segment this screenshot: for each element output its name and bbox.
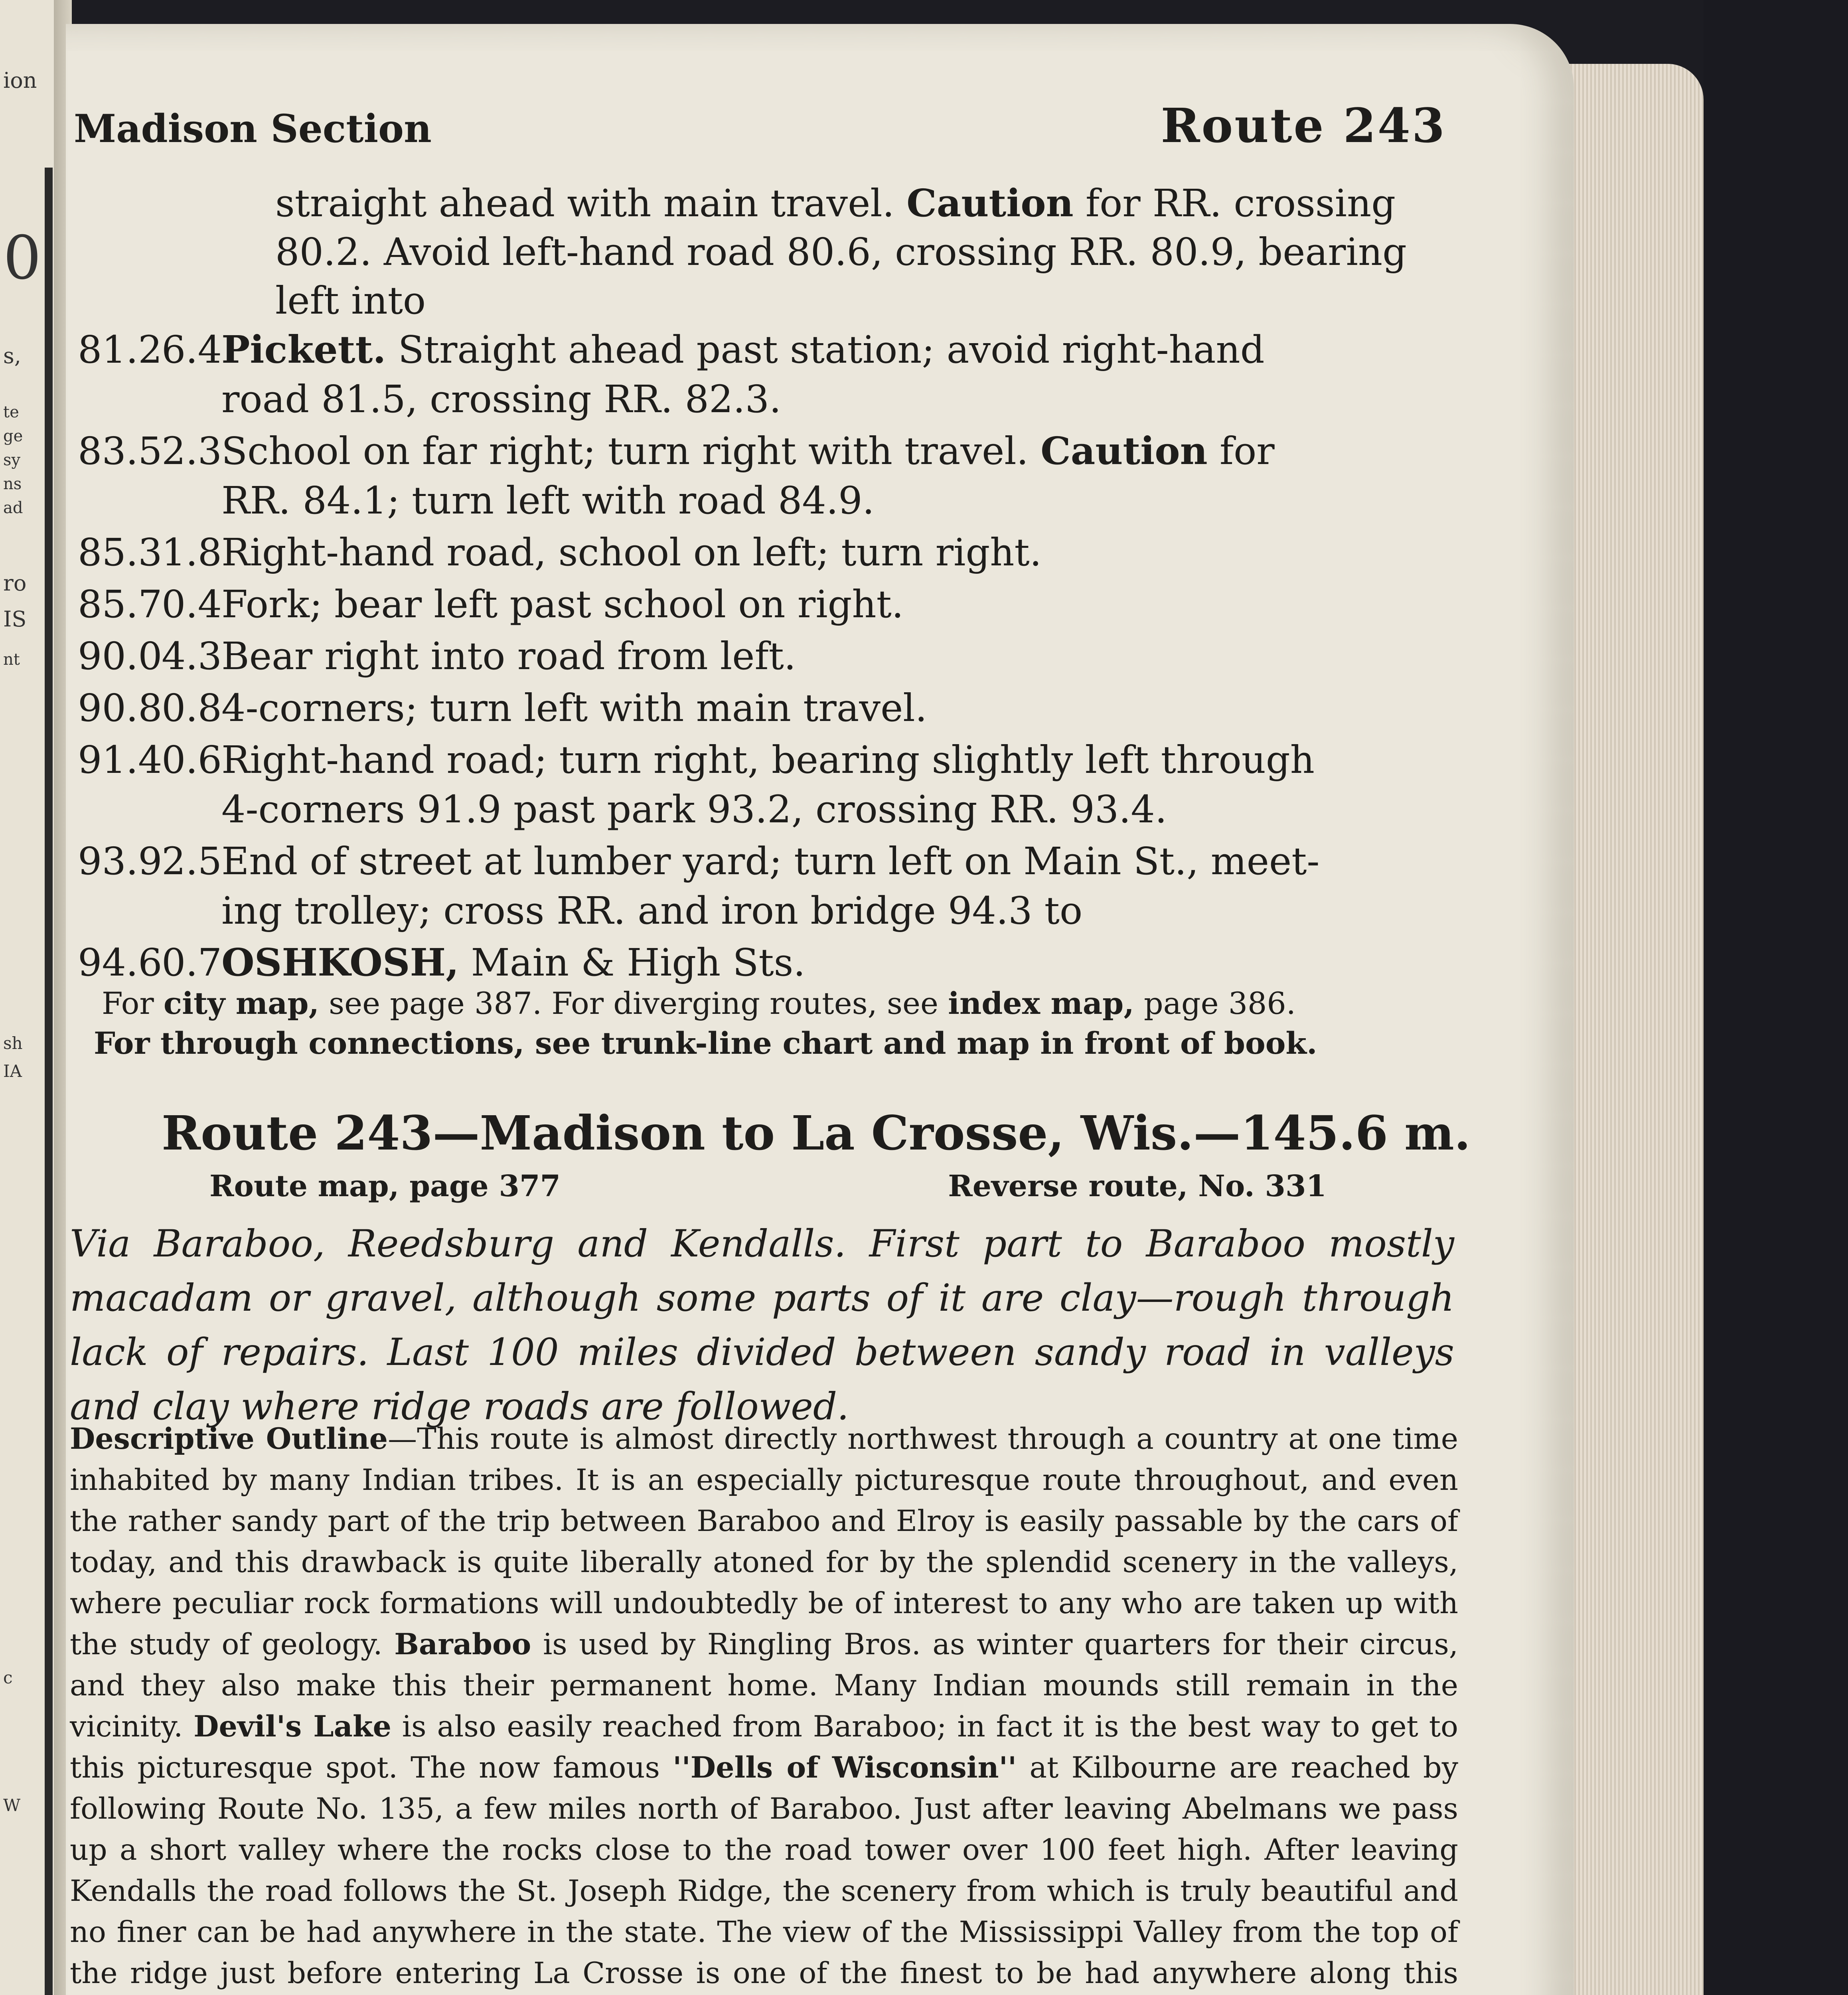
caution-label: Caution bbox=[1040, 429, 1208, 473]
continuation-line: left into bbox=[275, 279, 426, 323]
fragment: IS bbox=[3, 606, 27, 632]
descriptive-outline: Descriptive Outline—This route is almost directly northwest through a country at one time inhabited by many Indian tribes. It is an especially picturesque route throughout, and even the rather sandy part of the trip between Baraboo and Elroy is easily passable by the cars of today, and this drawback is quite liberally atoned for by the splendid scenery in the valleys, where peculiar rock formations will undoubtedly be of interest to any who are taken up with the study of geology. Baraboo is used by Ringling Bros. as winter quarters for their circus, and they also make this their permanent home. Many Indian mounds still remain in the vicinity. Devil's Lake is also easily reached from Baraboo; in fact it is the best way to get to this picturesque spot. The now famous ''Dells of Wisconsin'' at Kilbourne are reached by following Route No. 135, a few miles north of Baraboo. Just after leaving Abelmans we pass up a short valley where the rocks close to the road tower over 100 feet high. After leaving Kendalls the road follows the St. Joseph Ridge, the scenery from which is truly beautiful and no finer can be had anywhere in the state. The view of the Mississippi Valley from the top of the ridge just before entering La Crosse is one of the finest to be had anywhere along this bbox=[70, 1422, 1458, 1990]
city-map-note: For city map, see page 387. For diverging routes, see index map, page 386. bbox=[102, 986, 1296, 1021]
total-mileage: 81.2 bbox=[78, 328, 162, 372]
direction-text: End of street at lumber yard; turn left on Main St., meet- bbox=[221, 839, 1320, 883]
route-title: Route 243—Madison to La Crosse, Wis.—145.6 m. bbox=[162, 1105, 1471, 1161]
fragment: 0 bbox=[3, 223, 41, 293]
intermediate-mileage: 2.3 bbox=[162, 429, 222, 473]
intermediate-mileage: 0.6 bbox=[162, 738, 222, 782]
page-content bbox=[66, 24, 1574, 1995]
fragment: ge bbox=[3, 427, 23, 445]
fragment: s, bbox=[3, 343, 21, 368]
direction-text: for bbox=[1219, 429, 1275, 473]
intermediate-mileage: 2.5 bbox=[162, 839, 222, 883]
log-direction bbox=[221, 683, 1474, 733]
direction-text: Right-hand road, school on left; turn right. bbox=[221, 531, 1042, 575]
total-mileage: 93.9 bbox=[78, 839, 162, 883]
route-refs bbox=[209, 1169, 1327, 1203]
fragment: sy bbox=[3, 451, 21, 469]
log-direction bbox=[221, 528, 1474, 577]
fragment: ro bbox=[3, 571, 27, 596]
direction-text: 4-corners; turn left with main travel. bbox=[221, 686, 927, 730]
log-direction bbox=[221, 735, 1474, 834]
route-map-ref: Route map, page 377 bbox=[209, 1169, 561, 1203]
intermediate-mileage: 6.4 bbox=[162, 328, 222, 372]
fragment: ns bbox=[3, 475, 22, 493]
fragment: W bbox=[3, 1796, 21, 1815]
running-header bbox=[74, 98, 1446, 154]
direction-text: School on far right; turn right with travel. bbox=[221, 429, 1029, 473]
direction-line: ing trolley; cross RR. and iron bridge 94.3 to bbox=[221, 889, 1083, 933]
total-mileage: 94.6 bbox=[78, 941, 162, 985]
direction-text: Straight ahead past station; avoid right-hand bbox=[398, 328, 1265, 372]
direction-text: Right-hand road; turn right, bearing slightly left through bbox=[221, 738, 1315, 782]
direction-line: 4-corners 91.9 past park 93.2, crossing RR. 93.4. bbox=[221, 788, 1167, 832]
fragment: te bbox=[3, 403, 19, 421]
place-name: OSHKOSH, bbox=[221, 940, 459, 985]
route-via-summary: Via Baraboo, Reedsburg and Kendalls. First part to Baraboo mostly macadam or gravel, although some parts of it are clay—rough through lack of repairs. Last 100 miles divided between sandy road in valleys and clay where ridge roads are followed. bbox=[70, 1222, 1454, 1428]
through-connections-note: For through connections, see trunk-line chart and map in front of book. bbox=[94, 1025, 1317, 1061]
fragment: nt bbox=[3, 650, 20, 669]
log-direction bbox=[221, 938, 1474, 988]
book-page bbox=[66, 24, 1574, 1995]
fragment: c bbox=[3, 1668, 13, 1687]
direction-line bbox=[221, 686, 927, 730]
total-mileage: 83.5 bbox=[78, 429, 162, 473]
total-mileage: 91.4 bbox=[78, 738, 162, 782]
log-direction bbox=[221, 632, 1474, 681]
book-cover bbox=[1704, 0, 1848, 1995]
total-mileage: 85.3 bbox=[78, 531, 162, 575]
log-direction bbox=[221, 837, 1474, 936]
intermediate-mileage: 0.8 bbox=[162, 686, 222, 730]
log-direction bbox=[221, 580, 1474, 629]
continuation-line: 80.2. Avoid left-hand road 80.6, crossing RR. 80.9, bearing bbox=[275, 230, 1407, 274]
log-direction bbox=[221, 427, 1474, 525]
log-direction bbox=[221, 325, 1474, 424]
route-number-header: Route 243 bbox=[1161, 98, 1446, 153]
fragment: ion bbox=[3, 68, 37, 93]
direction-line bbox=[221, 634, 796, 678]
direction-line bbox=[221, 429, 1275, 473]
facing-page-rule bbox=[45, 168, 53, 1995]
direction-line: road 81.5, crossing RR. 82.3. bbox=[221, 377, 782, 421]
direction-text: Bear right into road from left. bbox=[221, 634, 796, 678]
fragment: ad bbox=[3, 499, 23, 517]
fragment: sh bbox=[3, 1033, 23, 1053]
intermediate-mileage: 0.4 bbox=[162, 583, 222, 626]
direction-text: Fork; bear left past school on right. bbox=[221, 583, 904, 626]
reverse-route-ref: Reverse route, No. 331 bbox=[948, 1169, 1327, 1203]
intermediate-mileage: 0.7 bbox=[162, 941, 222, 985]
place-name: Pickett. bbox=[221, 328, 386, 372]
direction-text: Main & High Sts. bbox=[471, 941, 806, 985]
section-title: Madison Section bbox=[74, 106, 432, 151]
continuation-line: straight ahead with main travel. Caution for RR. crossing bbox=[275, 181, 1396, 225]
direction-line bbox=[221, 531, 1042, 575]
direction-line bbox=[221, 583, 904, 626]
total-mileage: 90.0 bbox=[78, 634, 162, 678]
total-mileage: 85.7 bbox=[78, 583, 162, 626]
intermediate-mileage: 1.8 bbox=[162, 531, 222, 575]
direction-line bbox=[221, 839, 1320, 883]
direction-line bbox=[221, 941, 806, 985]
intermediate-mileage: 4.3 bbox=[162, 634, 222, 678]
direction-line: RR. 84.1; turn left with road 84.9. bbox=[221, 479, 875, 523]
direction-line bbox=[221, 738, 1315, 782]
direction-line bbox=[221, 328, 1265, 372]
fragment: IA bbox=[3, 1061, 22, 1081]
total-mileage: 90.8 bbox=[78, 686, 162, 730]
